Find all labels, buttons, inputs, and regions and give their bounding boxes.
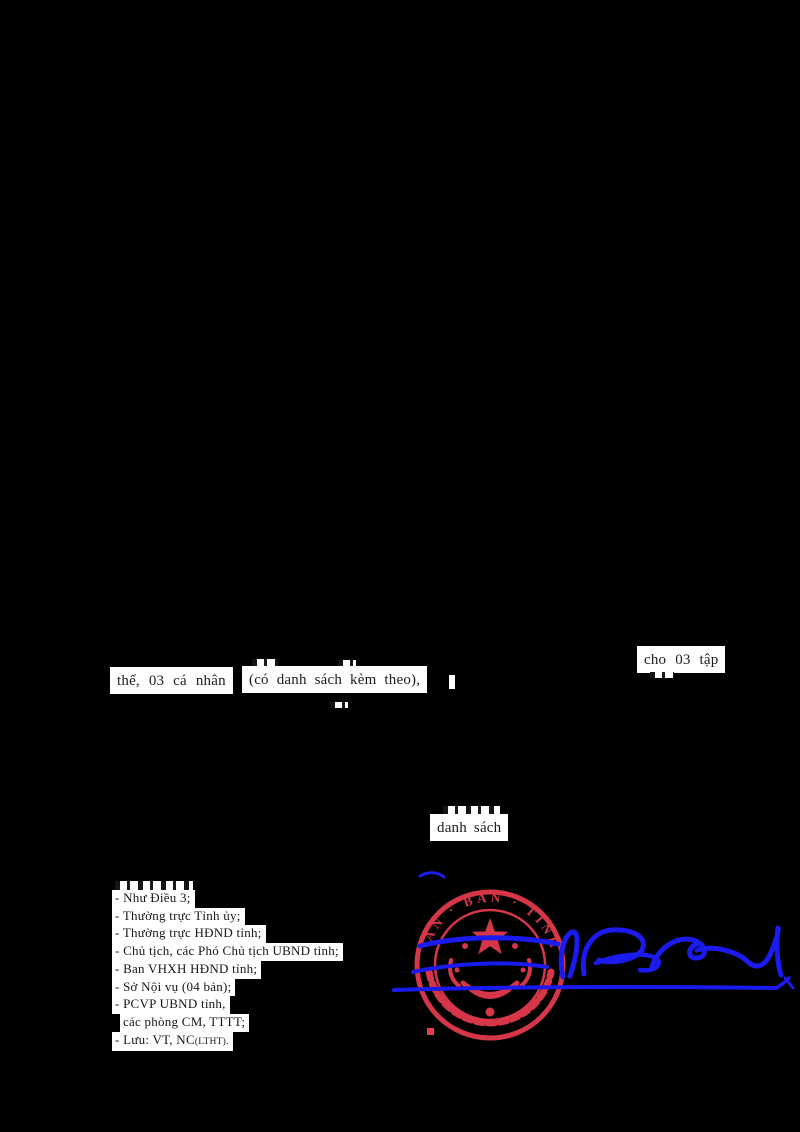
seal-arc-text: AN · BAN · TINH [420,889,564,953]
recipient-line: - Chủ tịch, các Phó Chủ tịch UBND tỉnh; [112,943,343,961]
redaction-remnant [650,672,674,678]
recipient-line-suffix: (LTHT). [194,1036,229,1047]
recipient-line: - Thường trực HĐND tỉnh; [112,925,266,943]
redaction-remnant [115,881,193,890]
redaction-remnant [330,702,348,708]
text-fragment-left: thể, 03 cá nhân [110,667,233,694]
recipient-line: - Sở Nội vụ (04 bản); [112,979,235,997]
recipient-line [112,1032,233,1052]
recipient-line: - PCVP UBND tỉnh, [112,996,230,1014]
recipient-line: - Như Điều 3; [112,890,195,908]
text-fragment-mid: (có danh sách kèm theo), [242,666,427,693]
red-mark [427,1028,434,1035]
text-fragment-lower: danh sách [430,814,508,841]
recipient-line: các phòng CM, TTTT; [120,1014,249,1032]
text-fragment-right: cho 03 tập [637,646,725,673]
recipient-line: - Thường trực Tỉnh ủy; [112,908,245,926]
recipient-line: - Ban VHXH HĐND tỉnh; [112,961,261,979]
recipients-list [112,890,343,1051]
recipient-line-text: - Lưu: VT, NC [115,1031,195,1047]
redaction-remnant [449,675,455,689]
signature-scribble-icon [388,862,800,1000]
